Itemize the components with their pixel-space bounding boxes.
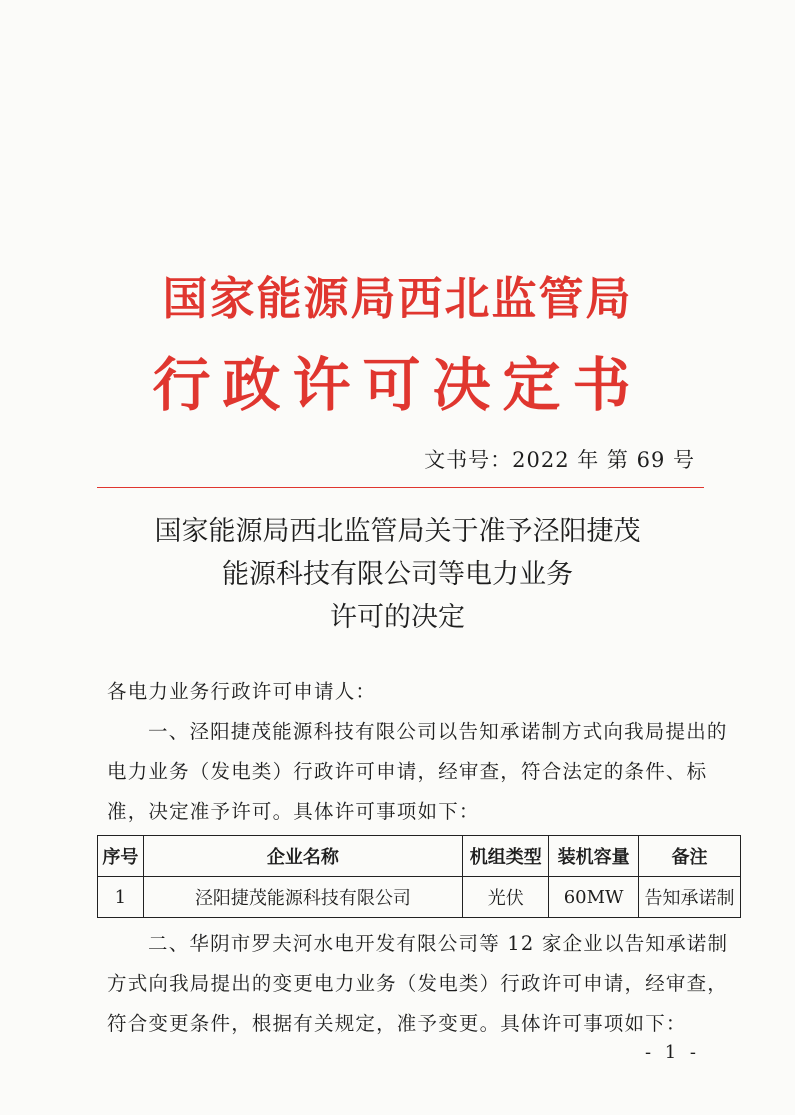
- permit-table: [97, 835, 741, 918]
- title-line-2: 能源科技有限公司等电力业务: [222, 559, 573, 590]
- header-capacity: 装机容量: [549, 836, 639, 877]
- issuer-heading: 国家能源局西北监管局: [162, 272, 633, 325]
- cell-company-name: 泾阳捷茂能源科技有限公司: [143, 877, 462, 918]
- document-number: 文书号：2022 年 第 69 号: [424, 448, 695, 472]
- header-remarks: 备注: [638, 836, 740, 877]
- paragraph-2: [107, 924, 747, 1044]
- header-company-name: 企业名称: [143, 836, 462, 877]
- paragraph-1: [107, 712, 747, 832]
- table-row: [98, 877, 741, 918]
- cell-unit-type: 光伏: [463, 877, 549, 918]
- document-type-heading: 行政许可决定书: [152, 351, 643, 419]
- document-title: [0, 510, 795, 639]
- paragraph-2-text: 二、华阴市罗夫河水电开发有限公司等 12 家企业以告知承诺制方式向我局提出的变更电力业务（发电类）行政许可申请，经审查，符合变更条件，根据有关规定，准予变更。具体许可事项如下：: [107, 932, 729, 1035]
- red-divider-line: [97, 487, 704, 488]
- header-serial: 序号: [98, 836, 144, 877]
- cell-capacity: 60MW: [549, 877, 639, 918]
- table-header-row: [98, 836, 741, 877]
- title-line-1: 国家能源局西北监管局关于准予泾阳捷茂: [154, 516, 641, 547]
- title-line-3: 许可的决定: [330, 602, 465, 633]
- header-unit-type: 机组类型: [463, 836, 549, 877]
- salutation: 各电力业务行政许可申请人：: [107, 680, 377, 703]
- cell-remarks: 告知承诺制: [638, 877, 740, 918]
- paragraph-1-text: 一、泾阳捷茂能源科技有限公司以告知承诺制方式向我局提出的电力业务（发电类）行政许可申请，经审查，符合法定的条件、标准，决定准予许可。具体许可事项如下：: [107, 720, 728, 823]
- cell-serial: 1: [98, 877, 144, 918]
- page-number: - 1 -: [644, 1042, 700, 1063]
